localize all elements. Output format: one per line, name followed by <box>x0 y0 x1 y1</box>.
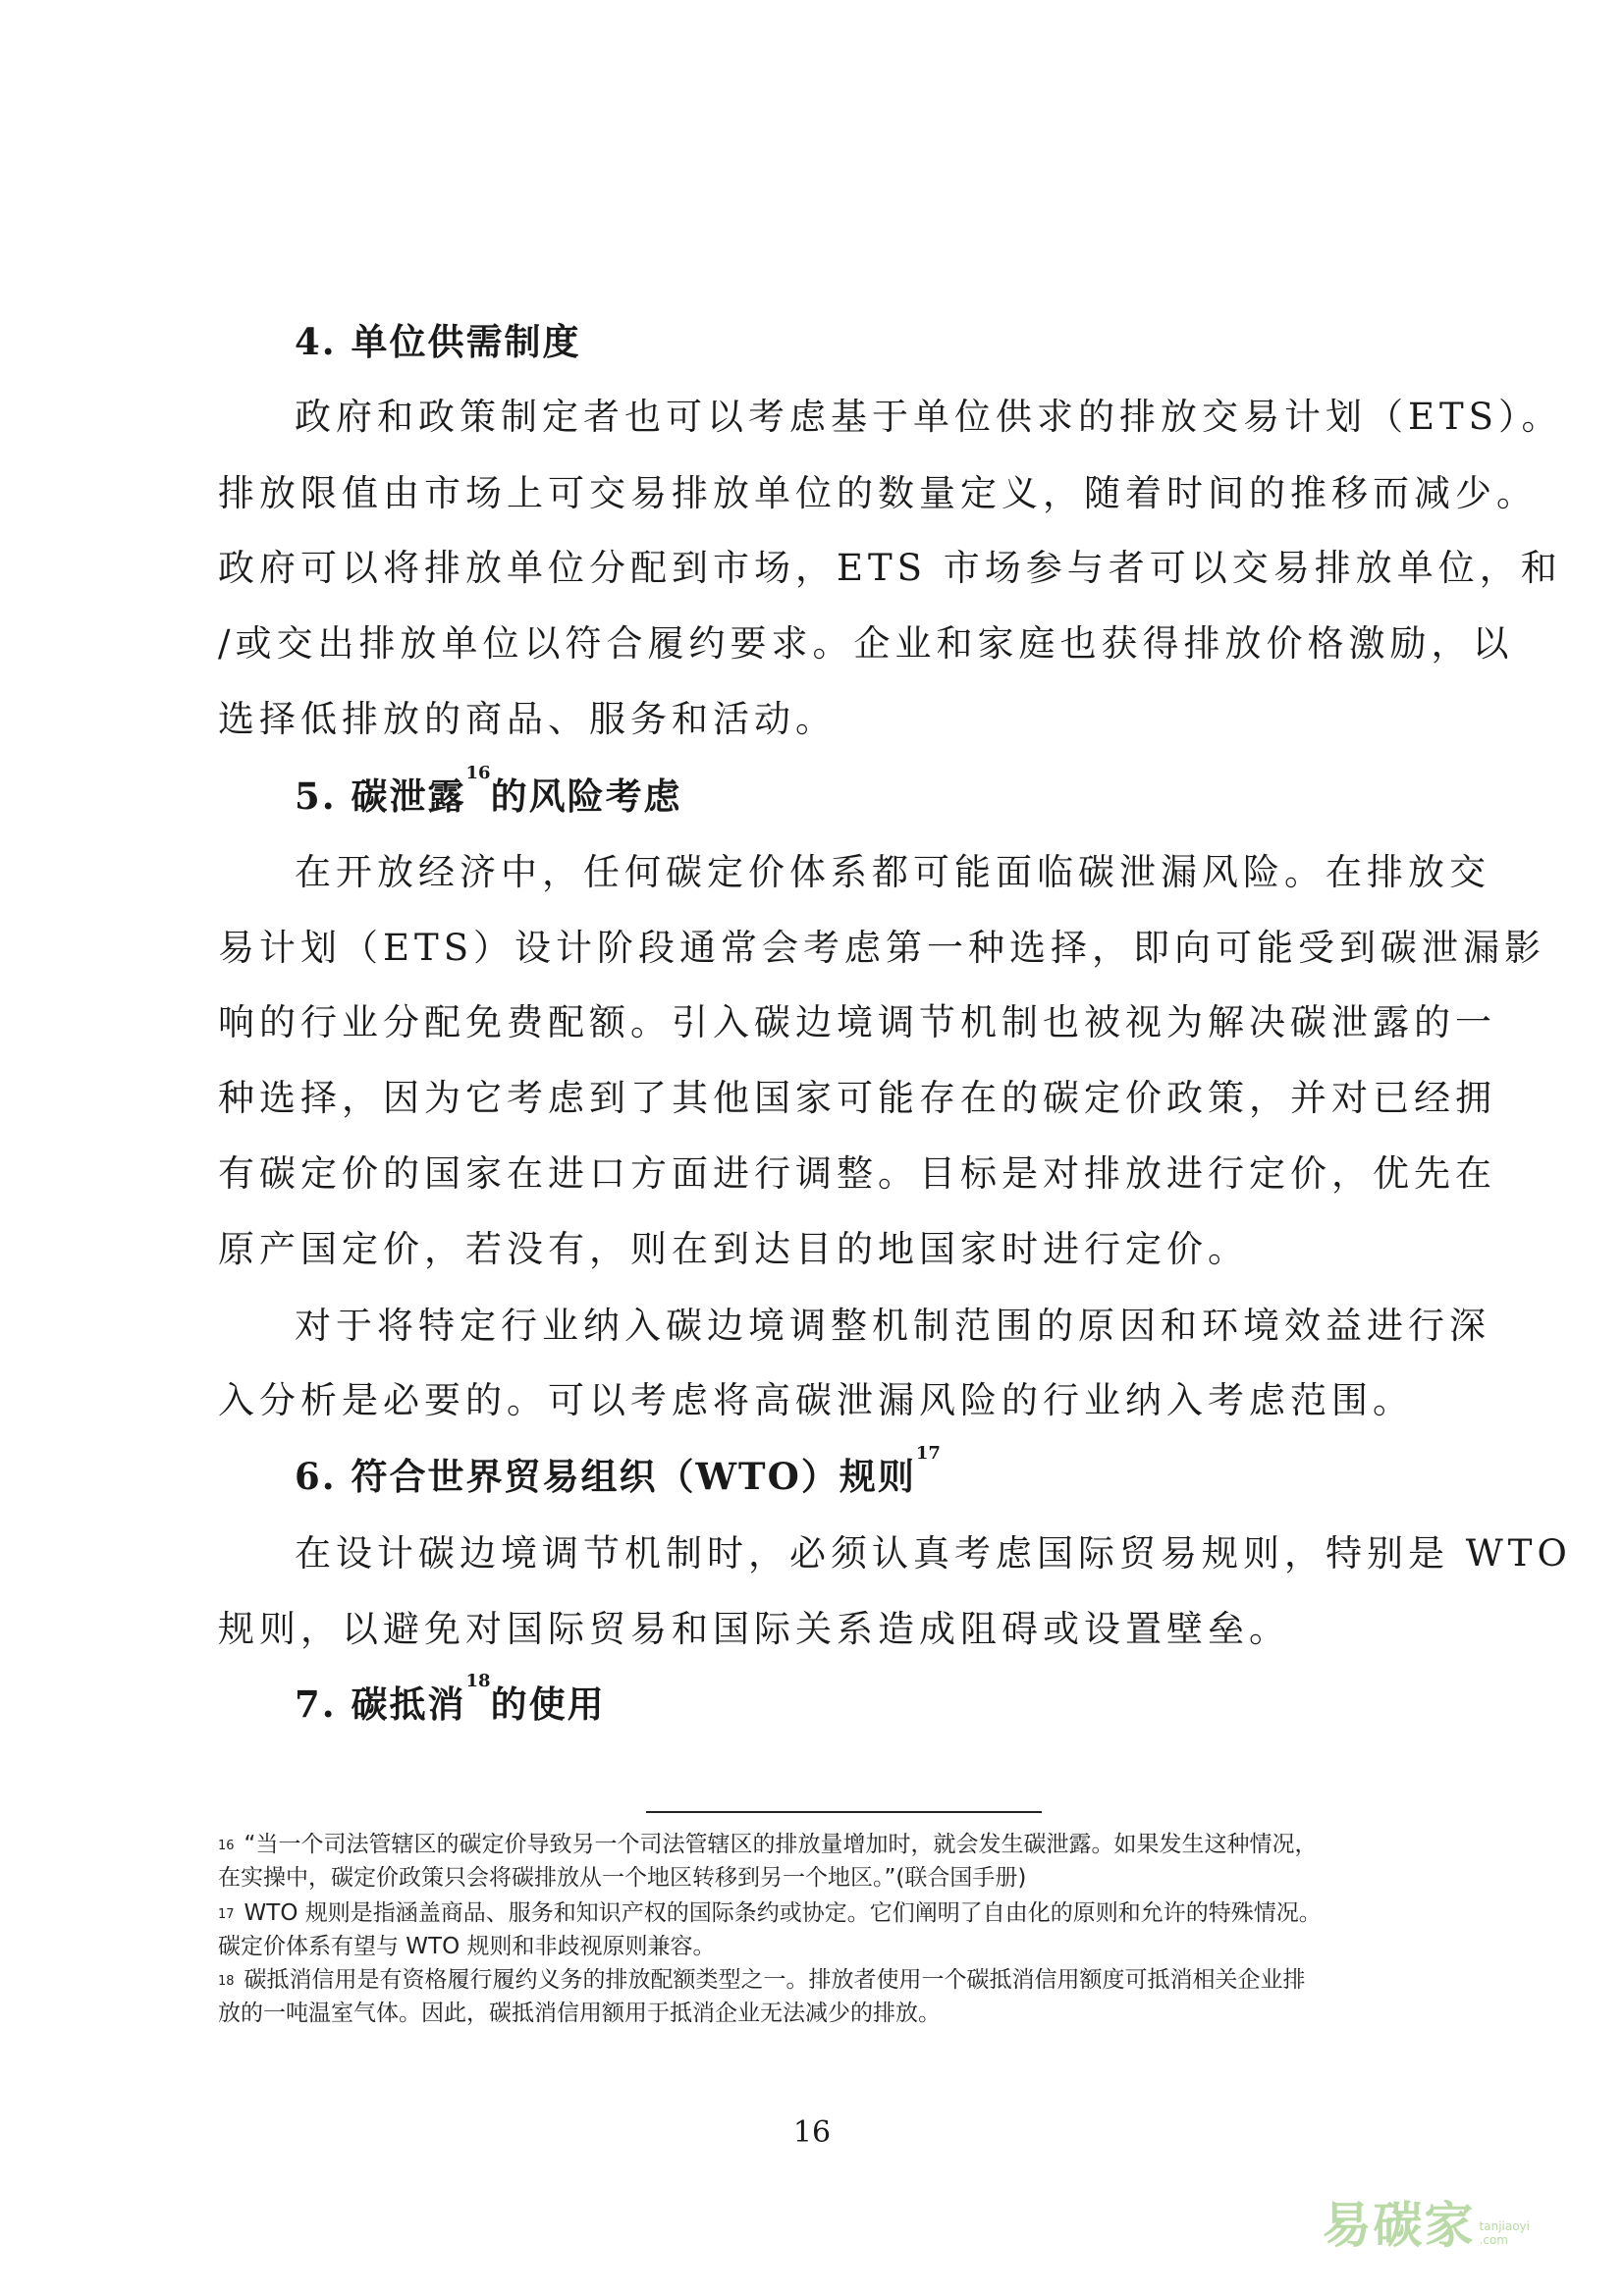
watermark-logo <box>1323 2186 1530 2257</box>
footnote-17 <box>218 1896 1426 1963</box>
footnote-ref-17[interactable]: 17 <box>915 1443 941 1464</box>
section-4-line: 政府和政策制定者也可以考虑基于单位供求的排放交易计划（ETS）。 <box>295 396 1563 438</box>
section-6-heading-text: 6. 符合世界贸易组织（WTO）规则 <box>295 1455 916 1498</box>
footnote-text: 碳抵消信用是有资格履行履约义务的排放配额类型之一。排放者使用一个碳抵消信用额度可抵消相关企业排 <box>244 1967 1306 1993</box>
footnote-line <box>218 1828 1426 1861</box>
footnote-line: 放的一吨温室气体。因此，碳抵消信用额用于抵消企业无法减少的排放。 <box>218 2001 941 2026</box>
section-6-line: 规则，以避免对国际贸易和国际关系造成阻碍或设置壁垒。 <box>218 1608 1290 1650</box>
section-7-heading-text-end: 的使用 <box>490 1682 606 1726</box>
section-5-line: 种选择，因为它考虑到了其他国家可能存在的碳定价政策，并对已经拥 <box>218 1077 1496 1119</box>
footnote-line: 碳定价体系有望与 WTO 规则和非歧视原则兼容。 <box>218 1934 716 1959</box>
section-5-line: 响的行业分配免费配额。引入碳边境调节机制也被视为解决碳泄露的一 <box>218 1001 1496 1043</box>
section-5-line: 对于将特定行业纳入碳边境调整机制范围的原因和环境效益进行深 <box>295 1305 1490 1347</box>
section-4-line: 排放限值由市场上可交易排放单位的数量定义，随着时间的推移而减少。 <box>218 472 1538 514</box>
watermark-text: 易碳家 <box>1322 2197 1476 2254</box>
section-5-heading-text-end: 的风险考虑 <box>490 774 682 818</box>
footnote-divider <box>646 1811 1042 1813</box>
section-4-line: 政府可以将排放单位分配到市场，ETS 市场参与者可以交易排放单位，和 <box>218 547 1562 589</box>
section-5-line: 有碳定价的国家在进口方面进行调整。目标是对排放进行定价，优先在 <box>218 1152 1496 1195</box>
section-5-line: 在开放经济中，任何碳定价体系都可能面临碳泄漏风险。在排放交 <box>295 851 1490 893</box>
footnote-line <box>218 1963 1426 1997</box>
section-5-line: 原产国定价，若没有，则在到达目的地国家时进行定价。 <box>218 1228 1249 1270</box>
footnote-16 <box>218 1828 1426 1895</box>
footnote-text: WTO 规则是指涵盖商品、服务和知识产权的国际条约或协定。它们阐明了自由化的原则和允许的特殊情况。 <box>244 1900 1322 1926</box>
section-7-heading <box>295 1671 606 1728</box>
footnote-number: 17 <box>218 1907 235 1922</box>
footnote-ref-16[interactable]: 16 <box>465 763 491 783</box>
section-6-line: 在设计碳边境调节机制时，必须认真考虑国际贸易规则，特别是 WTO <box>295 1532 1572 1575</box>
footnote-text: “当一个司法管辖区的碳定价导致另一个司法管辖区的排放量增加时，就会发生碳泄露。如果发生这种情况， <box>244 1832 1318 1857</box>
section-7-heading-text: 7. 碳抵消 <box>295 1682 466 1726</box>
section-4-line: 选择低排放的商品、服务和活动。 <box>218 698 837 740</box>
section-5-heading <box>295 763 682 820</box>
section-5-line: 易计划（ETS）设计阶段通常会考虑第一种选择，即向可能受到碳泄漏影 <box>218 927 1546 969</box>
watermark-domain-line: tanjiaoyi <box>1479 2219 1530 2233</box>
watermark-domain <box>1480 2219 1530 2247</box>
section-6-heading <box>295 1443 941 1500</box>
section-4-line: /或交出排放单位以符合履约要求。企业和家庭也获得排放价格激励，以 <box>218 622 1514 665</box>
footnote-number: 16 <box>218 1839 235 1853</box>
section-4-heading: 4. 单位供需制度 <box>295 320 581 363</box>
footnote-number: 18 <box>218 1974 235 1989</box>
footnote-line: 在实操中，碳定价政策只会将碳排放从一个地区转移到另一个地区。”(联合国手册) <box>218 1865 1027 1891</box>
footnote-line <box>218 1896 1426 1930</box>
section-5-heading-text: 5. 碳泄露 <box>295 774 466 818</box>
footnote-ref-18[interactable]: 18 <box>465 1671 491 1691</box>
page-number: 16 <box>792 2115 832 2150</box>
footnote-18 <box>218 1963 1426 2030</box>
section-5-line: 入分析是必要的。可以考虑将高碳泄漏风险的行业纳入考虑范围。 <box>218 1379 1414 1421</box>
watermark-domain-line: .com <box>1479 2233 1508 2247</box>
